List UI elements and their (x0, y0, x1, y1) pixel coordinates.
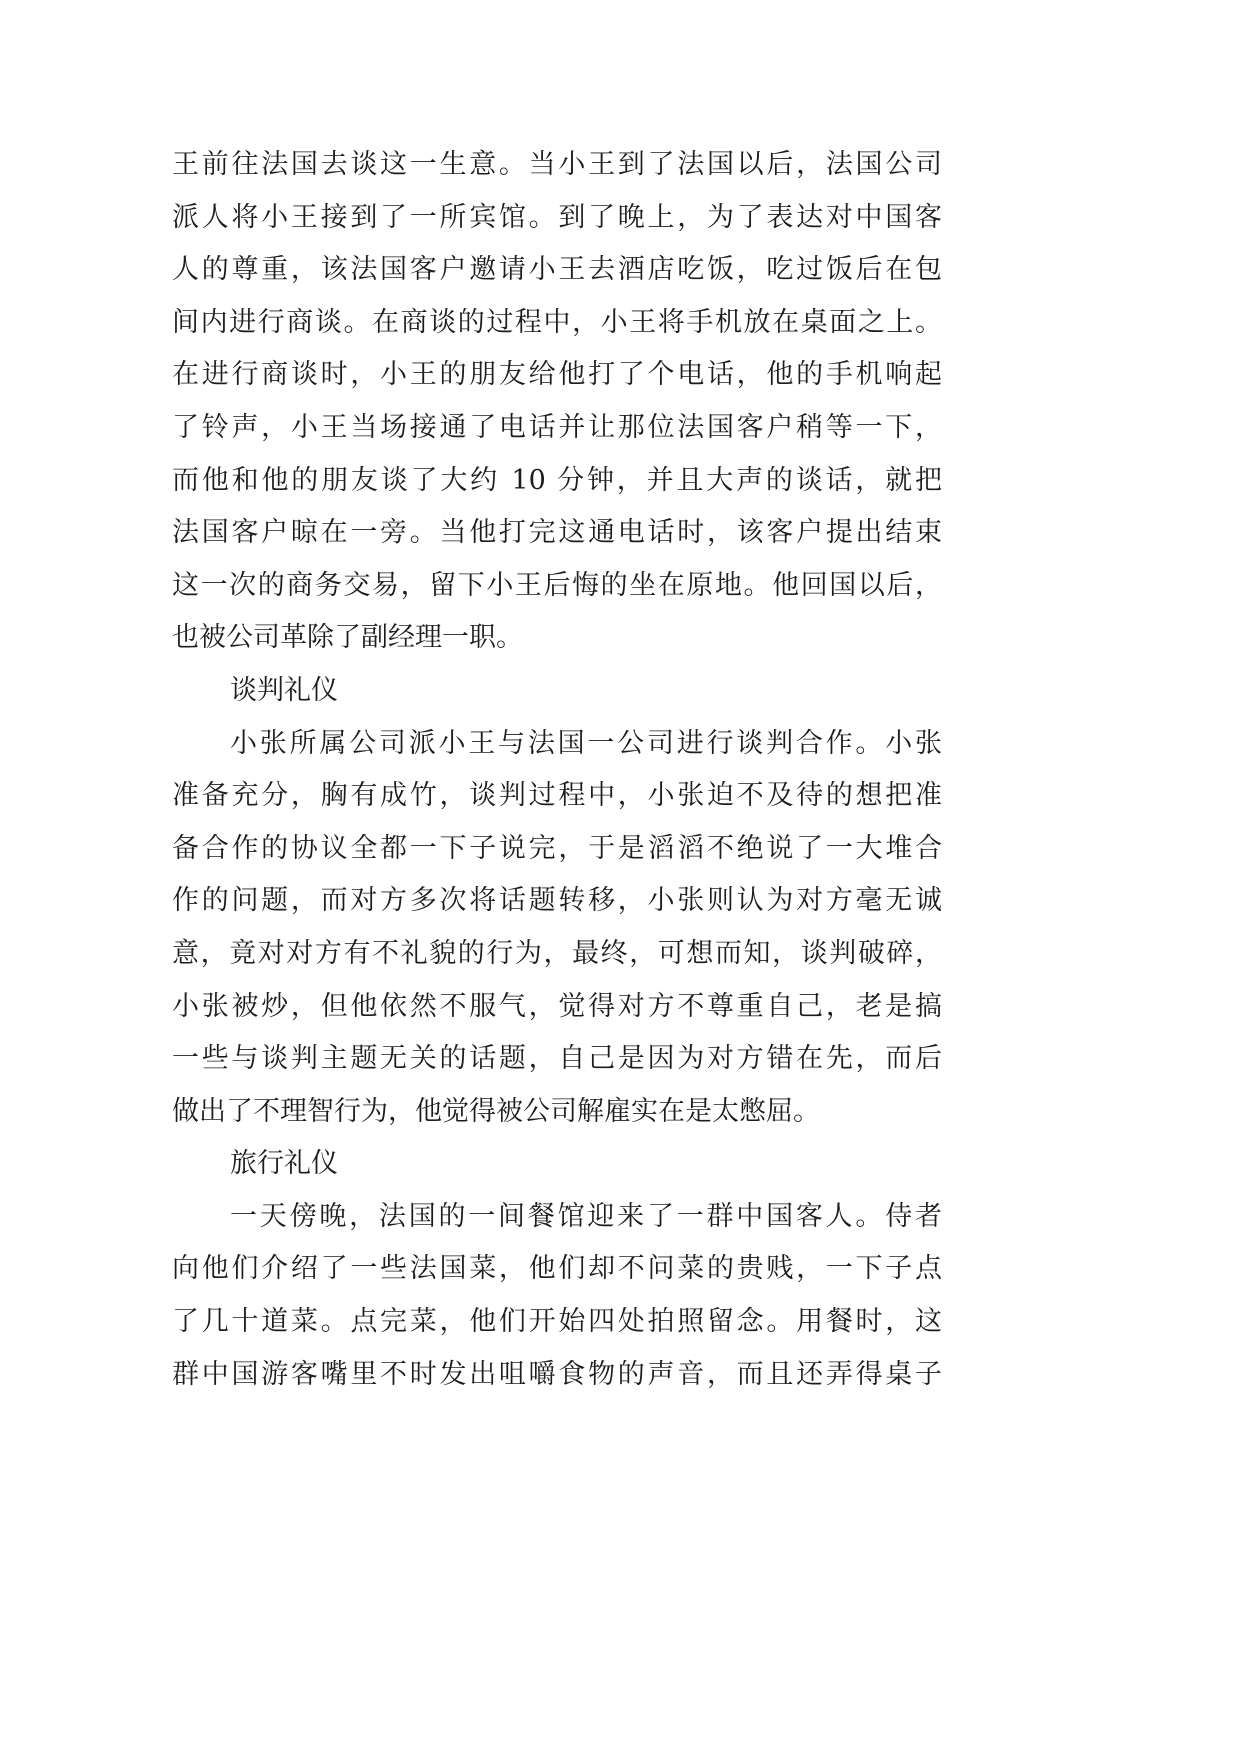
text-line: 王前往法国去谈这一生意。当小王到了法国以后，法国公司 (172, 149, 942, 180)
text-line: 在进行商谈时，小王的朋友给他打了个电话，他的手机响起 (172, 359, 942, 391)
text-line: 作的问题，而对方多次将话题转移，小张则认为对方毫无诚 (172, 885, 942, 917)
text-line: 人的尊重，该法国客户邀请小王去酒店吃饭，吃过饭后在包 (172, 254, 942, 286)
section-heading-travel: 旅行礼仪 (230, 1148, 338, 1180)
section-heading-negotiation: 谈判礼仪 (230, 674, 338, 706)
text-line: 一天傍晚，法国的一间餐馆迎来了一群中国客人。侍者 (230, 1200, 942, 1232)
text-line: 也被公司革除了副经理一职。 (172, 622, 523, 654)
document-body (172, 139, 942, 1401)
text-line: 小张所属公司派小王与法国一公司进行谈判合作。小张 (230, 727, 942, 759)
text-line: 做出了不理智行为，他觉得被公司解雇实在是太憋屈。 (172, 1095, 820, 1127)
text-line: 一些与谈判主题无关的话题，自己是因为对方错在先，而后 (172, 1043, 942, 1075)
text-line: 群中国游客嘴里不时发出咀嚼食物的声音，而且还弄得桌子 (172, 1358, 942, 1390)
text-line: 间内进行商谈。在商谈的过程中，小王将手机放在桌面之上。 (172, 306, 942, 338)
text-line: 了几十道菜。点完菜，他们开始四处拍照留念。用餐时，这 (172, 1306, 942, 1338)
text-line: 向他们介绍了一些法国菜，他们却不问菜的贵贱，一下子点 (172, 1253, 942, 1285)
text-line: 了铃声，小王当场接通了电话并让那位法国客户稍等一下， (172, 411, 942, 443)
text-line: 备合作的协议全都一下子说完，于是滔滔不绝说了一大堆合 (172, 832, 942, 864)
text-line: 派人将小王接到了一所宾馆。到了晚上，为了表达对中国客 (172, 201, 942, 233)
text-line: 这一次的商务交易，留下小王后悔的坐在原地。他回国以后， (172, 569, 942, 601)
text-line: 法国客户晾在一旁。当他打完这通电话时，该客户提出结束 (172, 517, 942, 549)
text-line: 而他和他的朋友谈了大约 10 分钟，并且大声的谈话，就把 (172, 464, 942, 496)
text-line: 意，竟对对方有不礼貌的行为，最终，可想而知，谈判破碎， (172, 937, 942, 969)
text-line: 小张被炒，但他依然不服气，觉得对方不尊重自己，老是搞 (172, 990, 942, 1022)
text-line: 准备充分，胸有成竹，谈判过程中，小张迫不及待的想把准 (172, 780, 942, 812)
